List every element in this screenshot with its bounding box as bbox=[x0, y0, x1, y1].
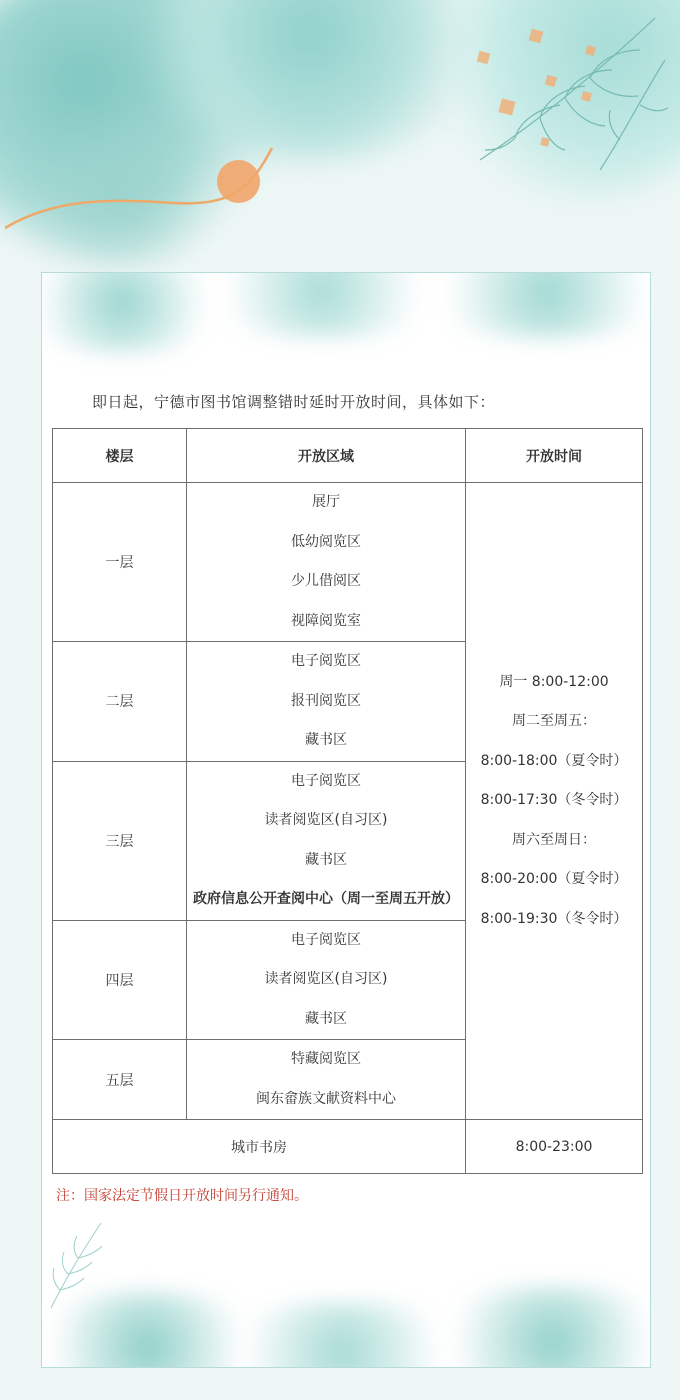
opening-hours-table bbox=[52, 428, 643, 1174]
header-hours: 开放时间 bbox=[466, 429, 643, 483]
hours-line: 8:00-18:00（夏令时） bbox=[480, 752, 628, 769]
table-row bbox=[53, 483, 643, 642]
city-bookroom-hours: 8:00-23:00 bbox=[466, 1120, 643, 1174]
hours-cell bbox=[466, 483, 643, 1120]
header-area: 开放区域 bbox=[187, 429, 466, 483]
hours-line: 8:00-20:00（夏令时） bbox=[480, 871, 628, 888]
area-item: 读者阅览区(自习区) bbox=[264, 812, 388, 828]
card-bottom-watercolor bbox=[42, 1257, 650, 1367]
area-item: 藏书区 bbox=[305, 1010, 347, 1027]
area-item-highlight: 政府信息公开查阅中心（周一至周五开放） bbox=[193, 891, 459, 907]
holiday-note: 注：国家法定节假日开放时间另行通知。 bbox=[56, 1188, 308, 1204]
area-item: 藏书区 bbox=[305, 732, 347, 748]
area-item: 少儿借阅区 bbox=[291, 573, 361, 589]
area-item: 报刊阅览区 bbox=[291, 692, 361, 709]
card-top-watercolor bbox=[42, 273, 650, 368]
branch-and-line-decoration-icon bbox=[0, 0, 680, 280]
hours-line: 8:00-19:30（冬令时） bbox=[480, 910, 628, 927]
area-item: 电子阅览区 bbox=[291, 931, 361, 948]
area-item: 闽东畲族文献资料中心 bbox=[256, 1090, 396, 1107]
floor-cell: 五层 bbox=[53, 1040, 187, 1120]
area-item: 电子阅览区 bbox=[291, 653, 361, 669]
notice-card bbox=[41, 272, 651, 1368]
hours-line: 8:00-17:30（冬令时） bbox=[480, 792, 628, 809]
area-cell bbox=[187, 1040, 466, 1120]
table-row-city-bookroom bbox=[53, 1120, 643, 1174]
header-watercolor-banner bbox=[0, 0, 680, 280]
hours-line: 周一 8:00-12:00 bbox=[499, 673, 609, 690]
table-header-row bbox=[53, 429, 643, 483]
area-item: 电子阅览区 bbox=[291, 772, 361, 789]
area-item: 展厅 bbox=[312, 494, 340, 510]
area-cell bbox=[187, 920, 466, 1040]
area-cell bbox=[187, 642, 466, 762]
area-cell bbox=[187, 483, 466, 642]
area-item: 低幼阅览区 bbox=[291, 533, 361, 550]
hours-line: 周六至周日： bbox=[512, 831, 596, 848]
area-item: 特藏阅览区 bbox=[291, 1051, 361, 1067]
floor-cell: 二层 bbox=[53, 642, 187, 762]
city-bookroom-label: 城市书房 bbox=[53, 1120, 466, 1174]
header-floor: 楼层 bbox=[53, 429, 187, 483]
area-item: 藏书区 bbox=[305, 851, 347, 868]
floor-cell: 一层 bbox=[53, 483, 187, 642]
floor-cell: 三层 bbox=[53, 761, 187, 920]
intro-text: 即日起，宁德市图书馆调整错时延时开放时间，具体如下： bbox=[92, 393, 496, 411]
area-cell bbox=[187, 761, 466, 920]
area-item: 读者阅览区(自习区) bbox=[264, 971, 388, 987]
area-item: 视障阅览室 bbox=[291, 612, 361, 629]
floor-cell: 四层 bbox=[53, 920, 187, 1040]
hours-line: 周二至周五： bbox=[512, 713, 596, 730]
